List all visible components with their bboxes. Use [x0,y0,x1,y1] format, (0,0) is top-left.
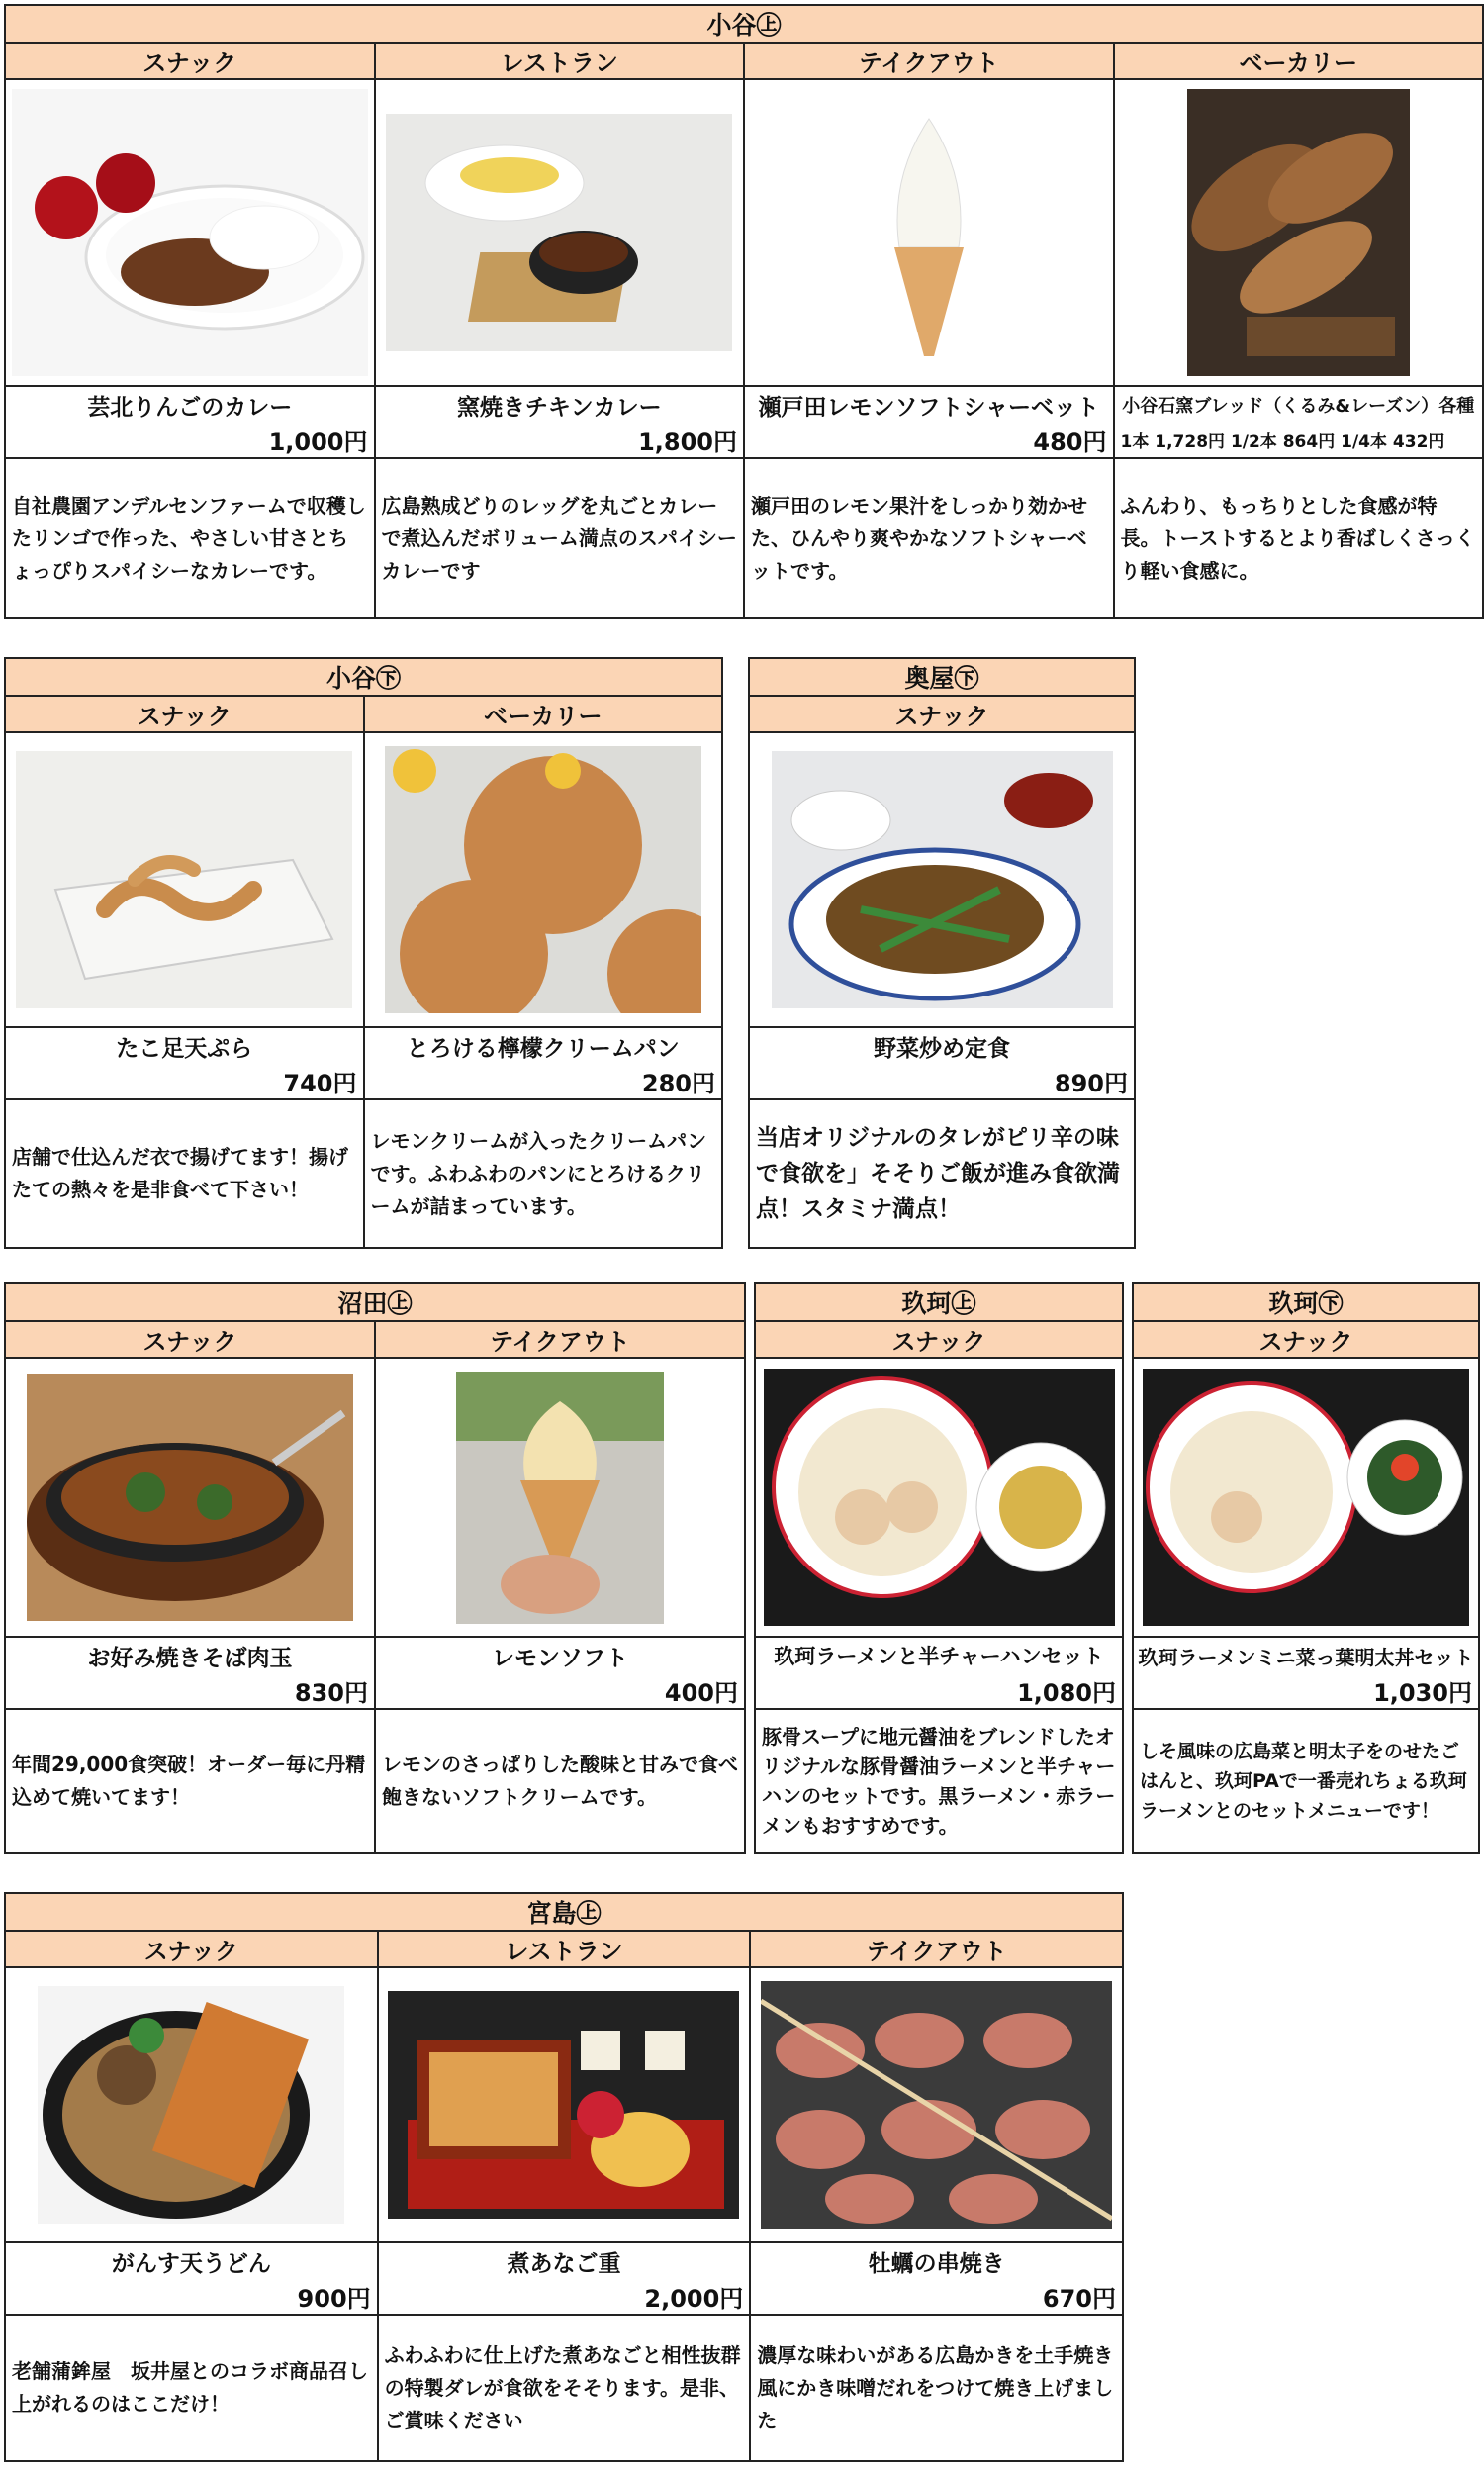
category-label: スナック [749,696,1135,732]
item-price: 400円 [375,1673,745,1709]
item-price: 1,000円 [5,423,375,458]
section-title: 小谷㊦ [5,658,722,696]
category-label: テイクアウト [375,1321,745,1358]
section-otani-up [4,4,1484,619]
item-price: 740円 [5,1064,364,1099]
chicken-curry-photo [375,79,745,386]
item-name: がんす天うどん [5,2242,378,2279]
section-title: 奥屋㊦ [749,658,1135,696]
item-description: ふんわり、もっちりとした食感が特長。トーストするとより香ばしくさっくり軽い食感に。 [1114,458,1484,618]
category-label: テイクアウト [744,43,1114,79]
item-name: 瀬戸田レモンソフトシャーベット [744,386,1114,423]
item-name: レモンソフト [375,1637,745,1673]
item-description: ふわふわに仕上げた煮あなごと相性抜群の特製ダレが食欲をそそります。是非、ご賞味ください [378,2315,751,2461]
item-description: 自社農園アンデルセンファームで収穫したリンゴで作った、やさしい甘さとちょっぴりスパイシーなカレーです。 [5,458,375,618]
anago-ju-photo [378,1967,751,2242]
category-label: レストラン [378,1931,751,1967]
item-name: 玖珂ラーメンと半チャーハンセット [755,1637,1123,1673]
category-label: レストラン [375,43,745,79]
octopus-tempura-photo [5,732,364,1027]
item-price: 670円 [750,2279,1123,2315]
item-name: とろける檸檬クリームパン [364,1027,723,1064]
section-miyajima-up [4,1892,1124,2462]
item-name: 小谷石窯ブレッド（くるみ&レーズン）各種 [1114,386,1484,423]
item-description: 濃厚な味わいがある広島かきを土手焼き風にかき味噌だれをつけて焼き上げました [750,2315,1123,2461]
category-label: テイクアウト [750,1931,1123,1967]
category-label: スナック [1133,1321,1479,1358]
category-label: スナック [5,1931,378,1967]
item-price: 280円 [364,1064,723,1099]
item-description: 店舗で仕込んだ衣で揚げてます！揚げたての熱々を是非食べて下さい！ [5,1099,364,1248]
section-kuga-down [1132,1282,1480,1854]
item-name: 芸北りんごのカレー [5,386,375,423]
item-description: しそ風味の広島菜と明太子をのせたごはんと、玖珂PAで一番売れちょる玖珂ラーメンとのセットメニューです！ [1133,1709,1479,1853]
item-price: 1,080円 [755,1673,1123,1709]
item-name: 野菜炒め定食 [749,1027,1135,1064]
item-name: 煮あなご重 [378,2242,751,2279]
ramen-mentai-don-photo [1133,1358,1479,1637]
section-title: 小谷㊤ [5,5,1483,43]
oyster-skewer-photo [750,1967,1123,2242]
category-label: ベーカリー [1114,43,1484,79]
item-name: 窯焼きチキンカレー [375,386,745,423]
item-price: 830円 [5,1673,375,1709]
item-price: 900円 [5,2279,378,2315]
item-name: お好み焼きそば肉玉 [5,1637,375,1673]
category-label: スナック [5,1321,375,1358]
okonomiyaki-photo [5,1358,375,1637]
item-price: 1,030円 [1133,1673,1479,1709]
ramen-fried-rice-photo [755,1358,1123,1637]
category-label: スナック [5,696,364,732]
category-label: スナック [5,43,375,79]
section-title: 玖珂㊤ [755,1283,1123,1321]
apple-curry-photo [5,79,375,386]
item-price: 890円 [749,1064,1135,1099]
section-nuta-up [4,1282,746,1854]
item-description: レモンクリームが入ったクリームパンです。ふわふわのパンにとろけるクリームが詰まっています。 [364,1099,723,1248]
item-description: 豚骨スープに地元醤油をブレンドしたオリジナルな豚骨醤油ラーメンと半チャーハンのセットです。黒ラーメン・赤ラーメンもおすすめです。 [755,1709,1123,1853]
item-description: レモンのさっぱりした酸味と甘みで食べ飽きないソフトクリームです。 [375,1709,745,1853]
item-name: たこ足天ぷら [5,1027,364,1064]
item-price: 480円 [744,423,1114,458]
item-description: 当店オリジナルのタレがピリ辛の味で食欲を」そそりご飯が進み食欲満点！スタミナ満点！ [749,1099,1135,1248]
item-price: 2,000円 [378,2279,751,2315]
section-title: 沼田㊤ [5,1283,745,1321]
item-price: 1,800円 [375,423,745,458]
stir-fry-set-photo [749,732,1135,1027]
section-okuya-down [748,657,1136,1249]
item-name: 牡蠣の串焼き [750,2242,1123,2279]
item-description: 老舗蒲鉾屋 坂井屋とのコラボ商品召し上がれるのはここだけ！ [5,2315,378,2461]
stone-oven-bread-photo [1114,79,1484,386]
category-label: スナック [755,1321,1123,1358]
item-name: 玖珂ラーメンミニ菜っ葉明太丼セット [1133,1637,1479,1673]
gansu-udon-photo [5,1967,378,2242]
item-price: 1本 1,728円 1/2本 864円 1/4本 432円 [1114,423,1484,458]
section-title: 宮島㊤ [5,1893,1123,1931]
item-description: 瀬戸田のレモン果汁をしっかり効かせた、ひんやり爽やかなソフトシャーベットです。 [744,458,1114,618]
item-description: 年間29,000食突破！オーダー毎に丹精込めて焼いてます！ [5,1709,375,1853]
section-otani-down [4,657,723,1249]
lemon-soft-photo [375,1358,745,1637]
lemon-soft-sherbet-photo [744,79,1114,386]
section-title: 玖珂㊦ [1133,1283,1479,1321]
section-kuga-up [754,1282,1124,1854]
lemon-cream-bread-photo [364,732,723,1027]
item-description: 広島熟成どりのレッグを丸ごとカレーで煮込んだボリューム満点のスパイシーカレーです [375,458,745,618]
category-label: ベーカリー [364,696,723,732]
